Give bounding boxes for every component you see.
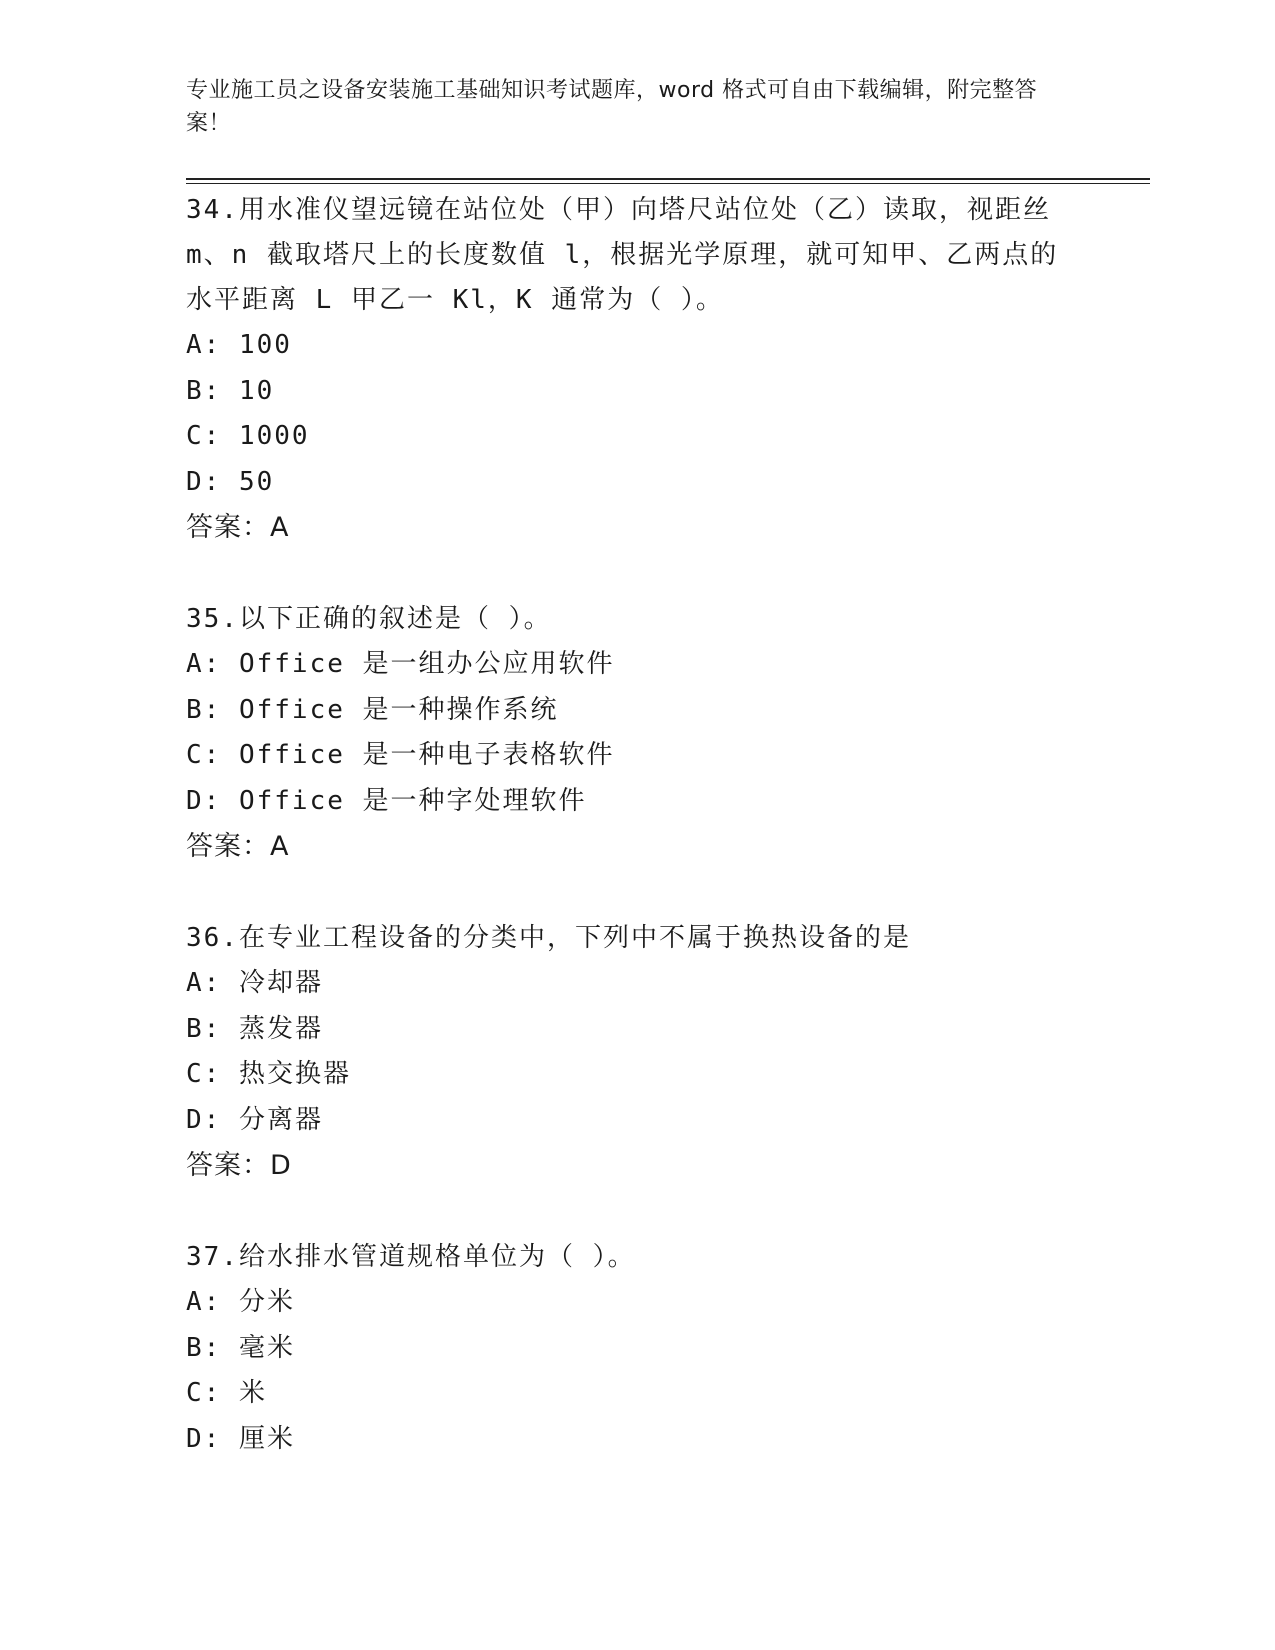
question-stem: 34.用水准仪望远镜在站位处（甲）向塔尺站位处（乙）读取，视距丝m、n 截取塔尺上的长度数值 l，根据光学原理，就可知甲、乙两点的水平距离 L 甲乙一 Kl，K 通常为（ ）。 bbox=[186, 195, 1059, 315]
answer-line: 答案：A bbox=[186, 831, 290, 862]
question-37 bbox=[186, 1235, 1086, 1462]
answer-line: 答案：D bbox=[186, 1150, 292, 1181]
option-d: D: Office 是一种字处理软件 bbox=[186, 785, 587, 816]
question-36 bbox=[186, 916, 1086, 1189]
question-list bbox=[186, 188, 1086, 1508]
option-b: B: 10 bbox=[186, 375, 275, 406]
option-a: A: 分米 bbox=[186, 1287, 295, 1317]
option-a: A: 冷却器 bbox=[186, 968, 323, 998]
question-35 bbox=[186, 597, 1086, 870]
option-c: C: Office 是一种电子表格软件 bbox=[186, 740, 615, 770]
option-d: D: 厘米 bbox=[186, 1423, 295, 1454]
question-stem: 35.以下正确的叙述是（ ）。 bbox=[186, 604, 552, 634]
question-stem: 37.给水排水管道规格单位为（ ）。 bbox=[186, 1242, 636, 1272]
option-b: B: 毫米 bbox=[186, 1332, 295, 1363]
option-c: C: 热交换器 bbox=[186, 1059, 351, 1089]
document-header: 专业施工员之设备安装施工基础知识考试题库，word 格式可自由下载编辑，附完整答案！ bbox=[186, 78, 1038, 136]
option-a: A: 100 bbox=[186, 330, 292, 360]
option-c: C: 1000 bbox=[186, 421, 310, 451]
answer-line: 答案：A bbox=[186, 512, 290, 543]
option-b: B: 蒸发器 bbox=[186, 1013, 323, 1044]
option-c: C: 米 bbox=[186, 1378, 267, 1408]
option-d: D: 分离器 bbox=[186, 1104, 323, 1135]
question-34 bbox=[186, 188, 1086, 551]
option-d: D: 50 bbox=[186, 466, 275, 497]
header-divider-thin bbox=[186, 183, 1150, 184]
option-b: B: Office 是一种操作系统 bbox=[186, 694, 559, 725]
question-stem: 36.在专业工程设备的分类中，下列中不属于换热设备的是 bbox=[186, 923, 911, 953]
option-a: A: Office 是一组办公应用软件 bbox=[186, 649, 615, 679]
header-divider-thick bbox=[186, 178, 1150, 180]
